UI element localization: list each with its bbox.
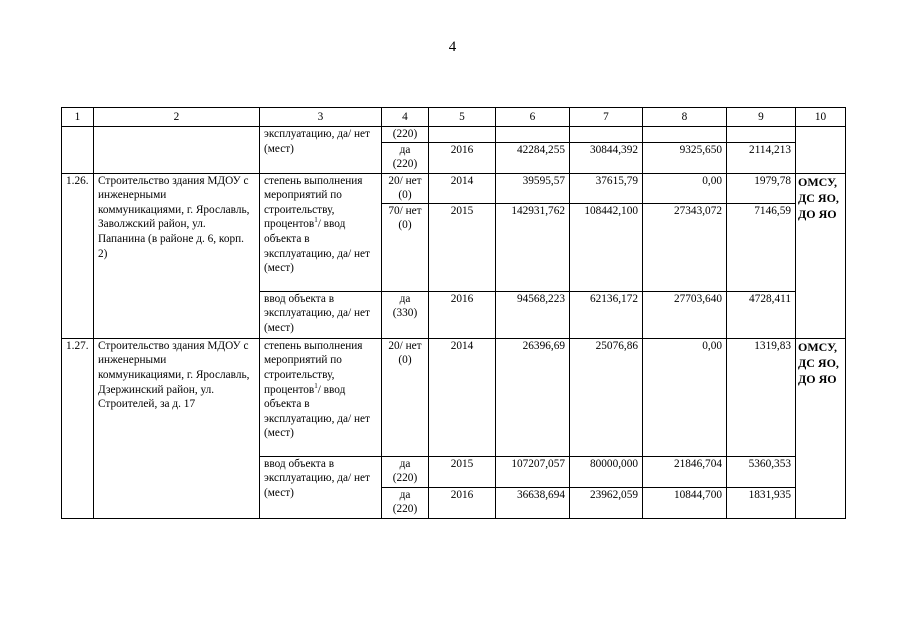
col-header-10: 10: [796, 108, 846, 127]
page-number: 4: [448, 39, 457, 55]
col-header-7: 7: [570, 108, 643, 127]
year-cell: 2016: [429, 291, 496, 338]
col-header-4: 4: [382, 108, 429, 127]
value-cell: 23962,059: [570, 487, 643, 518]
program-table: [61, 107, 846, 519]
table-row: [62, 338, 846, 456]
executor-cell: [796, 127, 846, 174]
col-header-8: 8: [643, 108, 727, 127]
value-cell: 10844,700: [643, 487, 727, 518]
indicator-cell: ввод объекта в эксплуатацию, да/ нет (мест): [260, 456, 382, 518]
item-number-cell: [62, 127, 94, 174]
value-cell: 36638,694: [496, 487, 570, 518]
table-row: [62, 173, 846, 203]
value-cell: 39595,57: [496, 173, 570, 203]
value-cell: 30844,392: [570, 142, 643, 173]
item-name-cell: Строительство здания МДОУ с инженерными коммуникациями, г. Ярославль, Заволжский район, ул. Папанина (в районе д. 6, корп. 2): [94, 173, 260, 338]
indicator-cell: ввод объекта в эксплуатацию, да/ нет (мест): [260, 291, 382, 338]
year-cell: 2015: [429, 203, 496, 291]
year-cell: [429, 127, 496, 143]
indicator-cell: [260, 338, 382, 456]
value-cell: [643, 127, 727, 143]
value-cell: 94568,223: [496, 291, 570, 338]
value-cell: 21846,704: [643, 456, 727, 487]
col-header-6: 6: [496, 108, 570, 127]
executor-cell: ОМСУ, ДС ЯО, ДО ЯО: [796, 338, 846, 518]
year-cell: 2014: [429, 338, 496, 456]
value-cell: 142931,762: [496, 203, 570, 291]
value-cell: 107207,057: [496, 456, 570, 487]
value-cell: 42284,255: [496, 142, 570, 173]
year-cell: 2016: [429, 142, 496, 173]
unit-cell: да (220): [382, 142, 429, 173]
indicator-text: степень выполнения мероприятий по строительству, процентов: [264, 339, 363, 396]
value-cell: 37615,79: [570, 173, 643, 203]
table-row: [62, 127, 846, 143]
footnote-mark: 1: [314, 216, 318, 225]
value-cell: [496, 127, 570, 143]
col-header-5: 5: [429, 108, 496, 127]
indicator-text: степень выполнения мероприятий по строительству, процентов: [264, 174, 363, 231]
item-name-cell: Строительство здания МДОУ с инженерными коммуникациями, г. Ярославль, Дзержинский район, ул. Строителей, за д. 17: [94, 338, 260, 518]
value-cell: 25076,86: [570, 338, 643, 456]
indicator-text: / ввод объекта в эксплуатацию, да/ нет (мест): [264, 218, 370, 275]
value-cell: 0,00: [643, 338, 727, 456]
col-header-3: 3: [260, 108, 382, 127]
value-cell: 0,00: [643, 173, 727, 203]
unit-cell: 70/ нет (0): [382, 203, 429, 291]
footnote-mark: 1: [314, 381, 318, 390]
indicator-cell: эксплуатацию, да/ нет (мест): [260, 127, 382, 174]
value-cell: 9325,650: [643, 142, 727, 173]
value-cell: 1979,78: [727, 173, 796, 203]
unit-cell: да (220): [382, 456, 429, 487]
year-cell: 2015: [429, 456, 496, 487]
item-number-cell: 1.27.: [62, 338, 94, 518]
value-cell: 80000,000: [570, 456, 643, 487]
col-header-1: 1: [62, 108, 94, 127]
unit-cell: 20/ нет (0): [382, 338, 429, 456]
value-cell: 5360,353: [727, 456, 796, 487]
value-cell: 108442,100: [570, 203, 643, 291]
indicator-text: / ввод объекта в эксплуатацию, да/ нет (мест): [264, 383, 370, 440]
value-cell: 27703,640: [643, 291, 727, 338]
value-cell: 1319,83: [727, 338, 796, 456]
value-cell: 27343,072: [643, 203, 727, 291]
column-number-row: [62, 108, 846, 127]
value-cell: 7146,59: [727, 203, 796, 291]
value-cell: 62136,172: [570, 291, 643, 338]
value-cell: 26396,69: [496, 338, 570, 456]
executor-cell: ОМСУ, ДС ЯО, ДО ЯО: [796, 173, 846, 338]
value-cell: [570, 127, 643, 143]
value-cell: 4728,411: [727, 291, 796, 338]
year-cell: 2014: [429, 173, 496, 203]
value-cell: 1831,935: [727, 487, 796, 518]
col-header-9: 9: [727, 108, 796, 127]
unit-cell: да (330): [382, 291, 429, 338]
col-header-2: 2: [94, 108, 260, 127]
unit-cell: (220): [382, 127, 429, 143]
value-cell: [727, 127, 796, 143]
indicator-cell: [260, 173, 382, 291]
year-cell: 2016: [429, 487, 496, 518]
item-number-cell: 1.26.: [62, 173, 94, 338]
unit-cell: да (220): [382, 487, 429, 518]
item-name-cell: [94, 127, 260, 174]
unit-cell: 20/ нет (0): [382, 173, 429, 203]
value-cell: 2114,213: [727, 142, 796, 173]
